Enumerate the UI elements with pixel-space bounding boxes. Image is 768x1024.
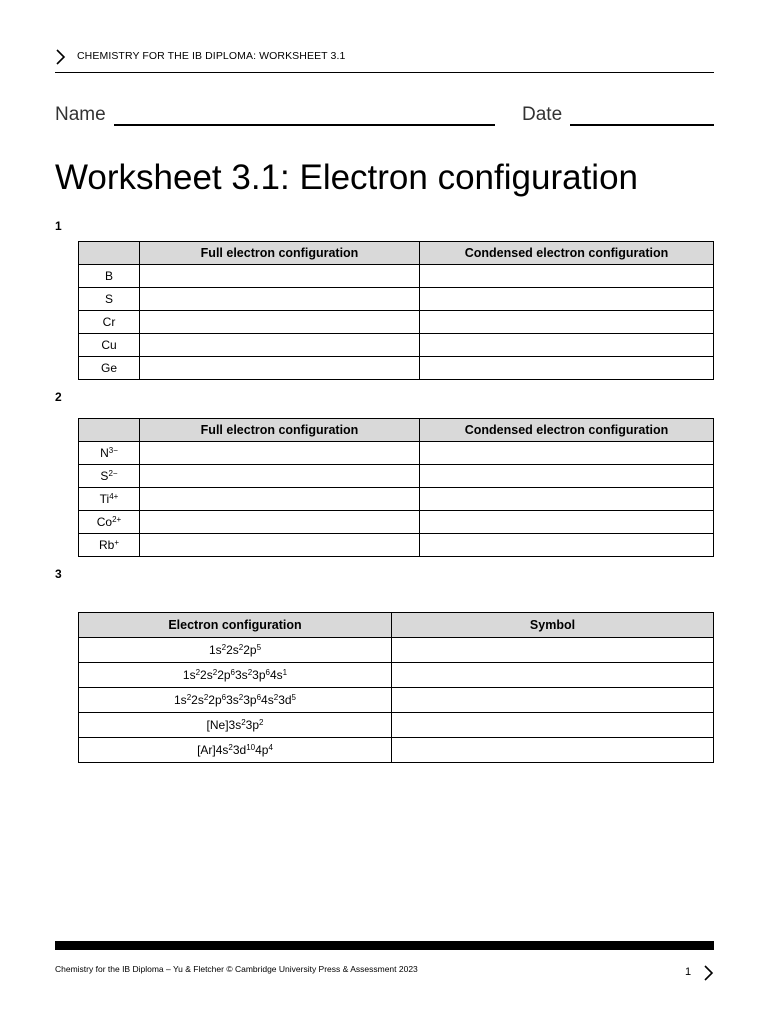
config-text: 3s	[226, 693, 239, 707]
species-symbol: Cr	[102, 315, 116, 329]
config-superscript: 2	[186, 693, 192, 702]
config-superscript: 5	[291, 693, 296, 702]
table-header-condensed-config: Condensed electron configuration	[420, 419, 714, 442]
condensed-config-answer-cell[interactable]	[420, 534, 714, 557]
running-header: CHEMISTRY FOR THE IB DIPLOMA: WORKSHEET 3.1	[77, 50, 346, 62]
ion-charge: 2+	[112, 515, 122, 524]
config-text: 2p	[243, 643, 257, 657]
config-text: [Ar]4s	[197, 743, 229, 757]
config-superscript: 6	[265, 668, 270, 677]
electron-config-cell	[79, 688, 392, 713]
symbol-answer-cell[interactable]	[392, 738, 714, 763]
table-row	[79, 265, 714, 288]
config-text: 3p	[243, 693, 257, 707]
config-text: 3d	[232, 743, 247, 757]
question-1-table	[78, 241, 714, 380]
table-row	[79, 465, 714, 488]
species-cell	[79, 534, 140, 557]
footer-bar	[55, 941, 714, 950]
full-config-answer-cell[interactable]	[140, 334, 420, 357]
condensed-config-answer-cell[interactable]	[420, 288, 714, 311]
config-text: 1s	[208, 643, 222, 657]
name-field[interactable]	[114, 124, 495, 126]
full-config-answer-cell[interactable]	[140, 534, 420, 557]
condensed-config-answer-cell[interactable]	[420, 334, 714, 357]
table-row	[79, 511, 714, 534]
species-cell	[79, 288, 140, 311]
species-symbol: Rb	[98, 538, 115, 552]
question-number-1: 1	[55, 219, 62, 233]
date-field[interactable]	[570, 124, 714, 126]
species-cell	[79, 488, 140, 511]
species-symbol: S	[104, 292, 113, 306]
config-text: 2s	[226, 643, 239, 657]
date-label: Date	[522, 104, 563, 125]
condensed-config-answer-cell[interactable]	[420, 265, 714, 288]
table-header-electron-config: Electron configuration	[79, 613, 392, 638]
symbol-answer-cell[interactable]	[392, 638, 714, 663]
config-text: 1s	[182, 668, 196, 682]
config-superscript: 2	[241, 718, 246, 727]
full-config-answer-cell[interactable]	[140, 311, 420, 334]
config-text: 2s	[191, 693, 204, 707]
table-row	[79, 311, 714, 334]
condensed-config-answer-cell[interactable]	[420, 488, 714, 511]
header-divider	[55, 72, 714, 73]
config-superscript: 4	[268, 743, 273, 752]
config-text: 1s	[174, 693, 187, 707]
config-superscript: 10	[246, 743, 256, 752]
config-superscript: 6	[230, 668, 235, 677]
full-config-answer-cell[interactable]	[140, 357, 420, 380]
species-cell	[79, 265, 140, 288]
config-superscript: 1	[282, 668, 288, 677]
condensed-config-answer-cell[interactable]	[420, 357, 714, 380]
full-config-answer-cell[interactable]	[140, 265, 420, 288]
condensed-config-answer-cell[interactable]	[420, 442, 714, 465]
config-superscript: 5	[256, 643, 262, 652]
symbol-answer-cell[interactable]	[392, 688, 714, 713]
name-label: Name	[55, 104, 106, 125]
table-row	[79, 534, 714, 557]
ion-charge: +	[114, 538, 119, 547]
electron-config-cell	[79, 713, 392, 738]
table-row	[79, 663, 714, 688]
electron-config-cell	[79, 663, 392, 688]
table-header-condensed-config: Condensed electron configuration	[420, 242, 714, 265]
config-superscript: 2	[273, 693, 279, 702]
species-cell	[79, 357, 140, 380]
config-superscript: 2	[238, 693, 244, 702]
ion-charge: 4+	[109, 492, 119, 501]
config-text: 4p	[255, 743, 269, 757]
species-symbol: Co	[96, 515, 113, 529]
table-row	[79, 288, 714, 311]
config-text: 2s	[200, 668, 213, 682]
species-cell	[79, 442, 140, 465]
question-number-2: 2	[55, 390, 62, 404]
config-text: [Ne]3s	[206, 718, 242, 732]
species-symbol: N	[100, 446, 109, 460]
config-text: 3s	[235, 668, 248, 682]
species-symbol: S	[100, 469, 109, 483]
config-superscript: 2	[228, 743, 233, 752]
species-symbol: B	[104, 269, 113, 283]
symbol-answer-cell[interactable]	[392, 663, 714, 688]
condensed-config-answer-cell[interactable]	[420, 311, 714, 334]
config-text: 4s	[269, 668, 283, 682]
full-config-answer-cell[interactable]	[140, 465, 420, 488]
full-config-answer-cell[interactable]	[140, 288, 420, 311]
species-cell	[79, 511, 140, 534]
table-header-full-config: Full electron configuration	[140, 419, 420, 442]
config-superscript: 2	[238, 643, 244, 652]
table-header-symbol: Symbol	[392, 613, 714, 638]
config-text: 3d	[278, 693, 292, 707]
config-superscript: 6	[221, 693, 227, 702]
species-cell	[79, 334, 140, 357]
config-text: 2p	[208, 693, 222, 707]
config-superscript: 2	[212, 668, 218, 677]
species-symbol: Ge	[100, 361, 117, 375]
config-text: 4s	[261, 693, 274, 707]
full-config-answer-cell[interactable]	[140, 511, 420, 534]
question-number-3: 3	[55, 567, 62, 581]
symbol-answer-cell[interactable]	[392, 713, 714, 738]
species-cell	[79, 311, 140, 334]
condensed-config-answer-cell[interactable]	[420, 511, 714, 534]
electron-config-cell	[79, 638, 392, 663]
table-header-blank	[79, 419, 140, 442]
config-superscript: 2	[259, 718, 264, 727]
question-2-table	[78, 418, 714, 557]
full-config-answer-cell[interactable]	[140, 442, 420, 465]
chevron-right-icon	[702, 964, 714, 982]
table-header-blank	[79, 242, 140, 265]
chevron-right-icon	[54, 48, 66, 66]
table-row	[79, 334, 714, 357]
table-header-full-config: Full electron configuration	[140, 242, 420, 265]
config-text: 3p	[245, 718, 260, 732]
table-row	[79, 688, 714, 713]
ion-charge: 2−	[108, 469, 118, 478]
table-row	[79, 442, 714, 465]
species-cell	[79, 465, 140, 488]
config-text: 2p	[217, 668, 231, 682]
footer-credit: Chemistry for the IB Diploma – Yu & Fletcher © Cambridge University Press & Assessment 2023	[55, 964, 418, 974]
full-config-answer-cell[interactable]	[140, 488, 420, 511]
table-row	[79, 488, 714, 511]
page-number: 1	[685, 966, 692, 978]
ion-charge: 3−	[108, 446, 118, 455]
species-symbol: Cu	[101, 338, 117, 352]
condensed-config-answer-cell[interactable]	[420, 465, 714, 488]
table-row	[79, 713, 714, 738]
electron-config-cell	[79, 738, 392, 763]
config-superscript: 2	[247, 668, 253, 677]
question-3-table	[78, 612, 714, 763]
config-superscript: 2	[203, 693, 209, 702]
config-superscript: 2	[195, 668, 201, 677]
config-text: 3p	[252, 668, 266, 682]
config-superscript: 6	[256, 693, 262, 702]
species-symbol: Ti	[99, 492, 110, 506]
config-superscript: 2	[221, 643, 227, 652]
table-row	[79, 357, 714, 380]
table-row	[79, 638, 714, 663]
worksheet-title: Worksheet 3.1: Electron configuration	[55, 158, 639, 197]
table-row	[79, 738, 714, 763]
